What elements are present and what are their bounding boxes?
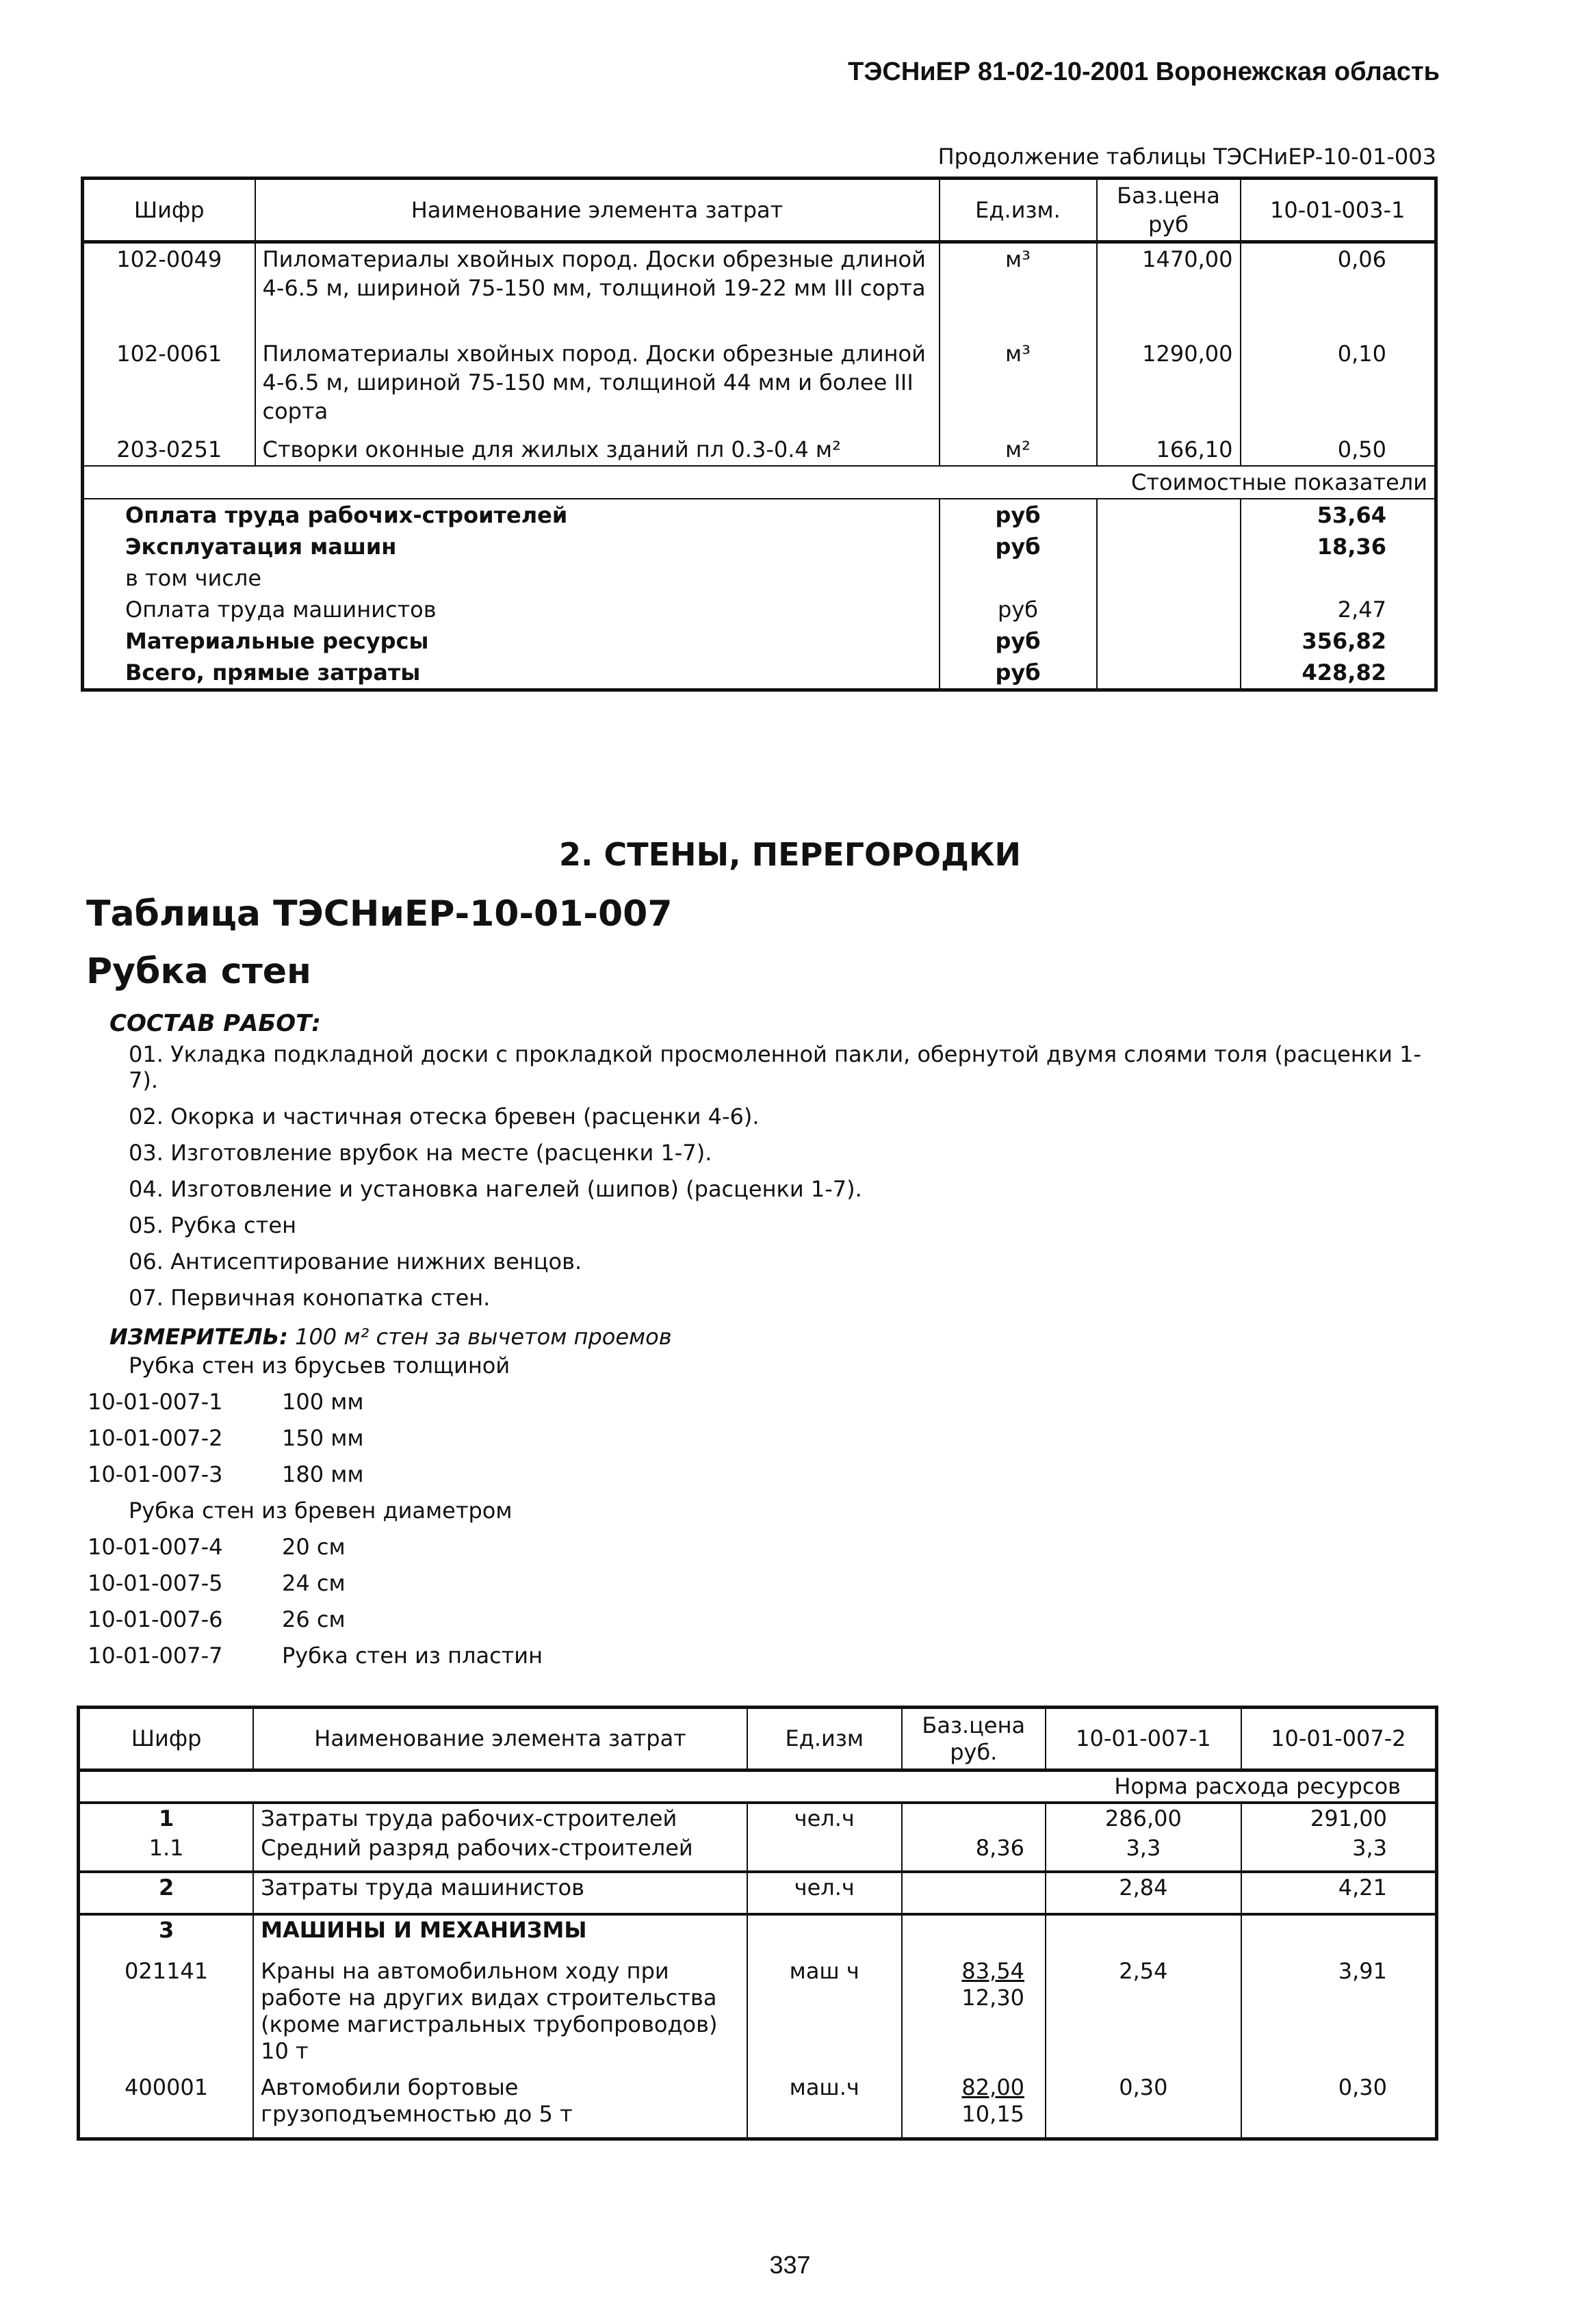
cost-unit: руб: [940, 499, 1097, 531]
unit: чел.ч: [747, 1803, 902, 1833]
unit: м³: [940, 338, 1097, 434]
table-row: [79, 1914, 1437, 1957]
base-price: 1470,00: [1097, 242, 1241, 338]
empty-cell: [1097, 657, 1241, 690]
rate-code: 10-01-007-4: [88, 1534, 223, 1560]
work-item: 02. Окорка и частичная отеска бревен (расценки 4-6).: [129, 1104, 760, 1130]
rate-description: 20 см: [282, 1534, 346, 1560]
cost-value: 356,82: [1301, 627, 1386, 654]
cost-indicators-header-row: [83, 466, 1436, 499]
cost-indicators-header: Стоимостные показатели: [83, 466, 1436, 499]
cost-label: в том числе: [83, 562, 940, 594]
rate-description: 150 мм: [282, 1425, 364, 1451]
resource-name: Средний разряд рабочих-строителей: [253, 1833, 747, 1872]
resource-code: 3: [79, 1914, 254, 1957]
cost-unit: руб: [940, 657, 1097, 690]
norm-value-1: 286,00: [1046, 1803, 1241, 1833]
resource-name: Пиломатериалы хвойных пород. Доски обрезные длиной 4-6.5 м, шириной 75-150 мм, толщиной 44 мм и более III сорта: [255, 338, 940, 434]
resource-code: 1: [79, 1803, 254, 1833]
norm-value-1: [1046, 1914, 1241, 1957]
norm-value-2: 291,00: [1241, 1803, 1437, 1833]
work-item: 05. Рубка стен: [129, 1212, 296, 1238]
empty-cell: [1097, 531, 1241, 562]
running-header: ТЭСНиЕР 81-02-10-2001 Воронежская область: [848, 57, 1440, 86]
table-row: [79, 1803, 1437, 1833]
resource-norms-table: [77, 1706, 1438, 2141]
column-header: 10-01-007-2: [1241, 1708, 1437, 1771]
base-price: 82,00: [961, 2074, 1025, 2100]
cost-label: Эксплуатация машин: [83, 531, 940, 562]
norm-value: 0,50: [1337, 436, 1386, 462]
norm-header-row: [79, 1771, 1437, 1803]
rate-description: 24 см: [282, 1570, 346, 1596]
cost-value: 18,36: [1317, 533, 1386, 560]
rate-description: 100 мм: [282, 1389, 364, 1415]
cost-row: [83, 499, 1436, 531]
norm-value-2: 4,21: [1241, 1872, 1437, 1914]
norm-value-2: 3,91: [1338, 1958, 1387, 1984]
work-item: 01. Укладка подкладной доски с прокладкой просмоленной пакли, обернутой двумя слоями толя (расценки 1-7).: [129, 1041, 1421, 1093]
works-heading: СОСТАВ РАБОТ:: [109, 1010, 321, 1037]
cost-value: 53,64: [1241, 499, 1436, 531]
base-price: 166,10: [1097, 434, 1241, 466]
base-price: [902, 1872, 1046, 1914]
cost-value: 428,82: [1301, 659, 1386, 686]
section-title: 2. СТЕНЫ, ПЕРЕГОРОДКИ: [558, 836, 1022, 873]
table-row: [83, 242, 1436, 338]
rate-description: 26 см: [282, 1606, 346, 1632]
table-header-row: [83, 179, 1436, 242]
work-item: 04. Изготовление и установка нагелей (шипов) (расценки 1-7).: [129, 1176, 862, 1202]
base-price-cell: [902, 2073, 1046, 2139]
unit: м²: [940, 434, 1097, 466]
resource-name: Автомобили бортовые грузоподъемностью до 5 т: [253, 2073, 747, 2139]
page-number: 337: [769, 2251, 811, 2279]
table-row: [83, 434, 1436, 466]
cost-value: [1241, 562, 1436, 594]
base-price: [902, 1914, 1046, 1957]
rate-code: 10-01-007-1: [88, 1389, 223, 1415]
cost-row: [83, 531, 1436, 562]
table-row: [79, 1872, 1437, 1914]
cost-unit: руб: [940, 594, 1097, 625]
table-row: [79, 2073, 1437, 2139]
resource-name: МАШИНЫ И МЕХАНИЗМЫ: [253, 1914, 747, 1957]
column-header: Шифр: [79, 1708, 254, 1771]
norm-value: 0,06: [1337, 246, 1386, 272]
measure-unit-line: [109, 1324, 672, 1350]
table-header-row: [79, 1708, 1437, 1771]
cost-label: Оплата труда машинистов: [83, 594, 940, 625]
rate-code: 10-01-007-3: [88, 1461, 223, 1487]
rate-code: 10-01-007-7: [88, 1643, 223, 1669]
resource-name: Краны на автомобильном ходу при работе на других видах строительства (кроме магистральных трубопроводов) 10 т: [253, 1957, 747, 2073]
column-header: Шифр: [83, 179, 255, 242]
column-header: Баз.цена руб.: [902, 1708, 1046, 1771]
table-subtitle: Рубка стен: [86, 951, 311, 992]
empty-cell: [1097, 594, 1241, 625]
base-price-machinist: 12,30: [961, 1985, 1025, 2011]
measure-label: ИЗМЕРИТЕЛЬ:: [109, 1324, 288, 1350]
table-continuation-caption: Продолжение таблицы ТЭСНиЕР-10-01-003: [937, 144, 1436, 170]
base-price: [902, 1803, 1046, 1833]
unit: м³: [940, 242, 1097, 338]
group-title: Рубка стен из бревен диаметром: [129, 1498, 513, 1524]
resource-code: 102-0049: [83, 242, 255, 338]
norm-value-1: 3,3: [1046, 1833, 1241, 1872]
cost-row: [83, 594, 1436, 625]
column-header: Наименование элемента затрат: [255, 179, 940, 242]
cost-value: 2,47: [1337, 596, 1386, 623]
rate-code: 10-01-007-2: [88, 1425, 223, 1451]
norm-value-2: 0,30: [1338, 2074, 1387, 2100]
norm-value-1: 0,30: [1046, 2073, 1241, 2139]
resource-code: 102-0061: [83, 338, 255, 434]
unit: маш ч: [747, 1957, 902, 2073]
table-row: [83, 338, 1436, 434]
group-title: Рубка стен из брусьев толщиной: [129, 1353, 510, 1379]
rate-code: 10-01-007-6: [88, 1606, 223, 1632]
resource-code: 021141: [79, 1957, 254, 2073]
rate-description: 180 мм: [282, 1461, 364, 1487]
work-item: 06. Антисептирование нижних венцов.: [129, 1249, 582, 1275]
norm-value: 0,10: [1337, 340, 1386, 367]
table-row: [79, 1957, 1437, 2073]
unit: чел.ч: [747, 1872, 902, 1914]
column-header: 10-01-003-1: [1241, 179, 1436, 242]
work-item: 03. Изготовление врубок на месте (расценки 1-7).: [129, 1140, 712, 1166]
unit: маш.ч: [747, 2073, 902, 2139]
resource-code: 1.1: [79, 1833, 254, 1872]
cost-row: [83, 625, 1436, 657]
resource-code: 2: [79, 1872, 254, 1914]
cost-label: Всего, прямые затраты: [83, 657, 940, 690]
works-list: [129, 1041, 1429, 1321]
cost-label: Оплата труда рабочих-строителей: [83, 499, 940, 531]
table-row: [79, 1833, 1437, 1872]
norm-header: Норма расхода ресурсов: [1114, 1773, 1401, 1799]
resource-code: 400001: [79, 2073, 254, 2139]
cost-label: Материальные ресурсы: [83, 625, 940, 657]
cost-row: [83, 562, 1436, 594]
rate-description: Рубка стен из пластин: [282, 1643, 543, 1669]
column-header: Ед.изм: [747, 1708, 902, 1771]
column-header: 10-01-007-1: [1046, 1708, 1241, 1771]
unit: [747, 1914, 902, 1957]
empty-cell: [1097, 625, 1241, 657]
cost-row: [83, 657, 1436, 690]
cost-unit: руб: [940, 531, 1097, 562]
base-price-cell: [902, 1957, 1046, 2073]
base-price-machinist: 10,15: [961, 2101, 1025, 2127]
work-item: 07. Первичная конопатка стен.: [129, 1285, 491, 1311]
empty-cell: [1097, 562, 1241, 594]
norm-value-1: 2,84: [1046, 1872, 1241, 1914]
resource-code: 203-0251: [83, 434, 255, 466]
cost-unit: руб: [940, 625, 1097, 657]
column-header: Наименование элемента затрат: [253, 1708, 747, 1771]
norm-value-2: 3,3: [1352, 1835, 1387, 1861]
table-title: Таблица ТЭСНиЕР-10-01-007: [86, 893, 673, 935]
resource-name: Створки оконные для жилых зданий пл 0.3-0.4 м²: [255, 434, 940, 466]
resource-cost-table-continued: [81, 177, 1438, 692]
column-header: Ед.изм.: [940, 179, 1097, 242]
rate-code: 10-01-007-5: [88, 1570, 223, 1596]
base-price: 8,36: [902, 1833, 1046, 1872]
norm-value-2: [1241, 1914, 1437, 1957]
resource-name: Затраты труда машинистов: [253, 1872, 747, 1914]
base-price: 1290,00: [1097, 338, 1241, 434]
resource-name: Затраты труда рабочих-строителей: [253, 1803, 747, 1833]
cost-unit: [940, 562, 1097, 594]
empty-cell: [1097, 499, 1241, 531]
norm-value-1: 2,54: [1046, 1957, 1241, 2073]
unit: [747, 1833, 902, 1872]
resource-name: Пиломатериалы хвойных пород. Доски обрезные длиной 4-6.5 м, шириной 75-150 мм, толщиной 19-22 мм III сорта: [255, 242, 940, 338]
measure-value: 100 м² стен за вычетом проемов: [295, 1324, 672, 1350]
column-header: Баз.цена руб: [1097, 179, 1241, 242]
base-price: 83,54: [961, 1958, 1025, 1984]
